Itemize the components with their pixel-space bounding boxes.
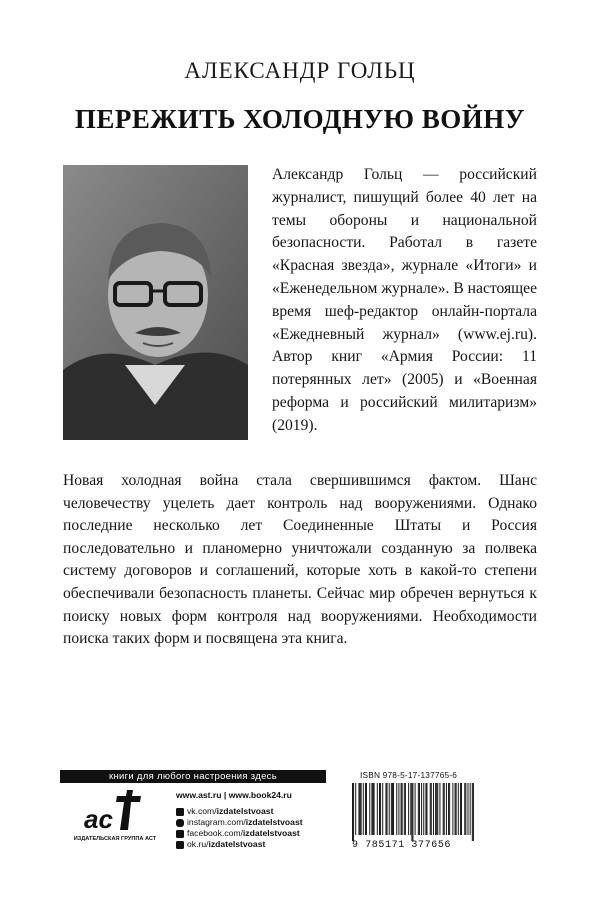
barcode-bar — [365, 783, 366, 835]
barcode-bar — [408, 783, 409, 835]
barcode — [352, 783, 474, 841]
author-bio: Александр Гольц — российский журналист, пишущий более 40 лет на темы обороны и национальной безопасности. Работал в газете «Красная звезда», журнале «Итоги» и «Еженедельном журнале». В настоящее время шеф-редактор онлайн-портала «Ежедневный журнал» (www.ej.ru). Автор книг «Армия России: 11 потерянных лет» (2005) и «Военная реформа и российский милитаризм» (2019). — [272, 166, 537, 434]
publisher-slogan: книги для любого настроения здесь — [60, 770, 326, 783]
social-link-vk[interactable]: vk.com/ izdatelstvoast — [176, 806, 303, 817]
barcode-bar — [392, 783, 393, 835]
barcode-bar — [449, 783, 450, 835]
barcode-bar — [404, 783, 405, 835]
barcode-bar — [425, 783, 426, 835]
publisher-logo — [60, 790, 170, 850]
barcode-bar — [385, 783, 386, 835]
barcode-bar — [412, 783, 413, 841]
barcode-bar — [363, 783, 364, 835]
facebook-icon — [176, 830, 184, 838]
barcode-bar — [458, 783, 459, 835]
odnoklassniki-icon — [176, 841, 184, 849]
author-name: АЛЕКСАНДР ГОЛЬЦ — [184, 58, 416, 83]
barcode-bar — [435, 783, 436, 835]
barcode-bar — [393, 783, 394, 835]
barcode-bar — [464, 783, 465, 835]
social-links — [176, 806, 303, 850]
barcode-bar — [427, 783, 428, 835]
vk-icon — [176, 808, 184, 816]
barcode-bar — [373, 783, 374, 835]
barcode-bar — [430, 783, 431, 835]
barcode-bar — [391, 783, 392, 835]
barcode-bar — [410, 783, 411, 835]
barcode-bar — [448, 783, 449, 835]
barcode-bar — [374, 783, 375, 835]
barcode-bar — [398, 783, 399, 835]
social-link-facebook[interactable]: facebook.com/ izdatelstvoast — [176, 828, 303, 839]
barcode-bar — [421, 783, 422, 835]
author-photo — [63, 165, 248, 440]
barcode-bar — [405, 783, 406, 835]
logo-lettering: ас — [84, 804, 113, 834]
barcode-bar — [452, 783, 453, 835]
barcode-bar — [444, 783, 445, 835]
barcode-bar — [360, 783, 361, 835]
barcode-bar — [473, 783, 474, 841]
barcode-bar — [352, 783, 353, 841]
barcode-bar — [402, 783, 403, 835]
barcode-bar — [371, 783, 372, 835]
book-description: Новая холодная война стала свершившимся фактом. Шанс человечеству уцелеть дает контроль над вооружениями. Однако последние несколько лет Соединенные Штаты и Россия последовательно и планомерно уничтожали созданную за полвека систему договоров и соглашений, которые хоть в какой-то степени обеспечивали безопасность планеты. Сейчас мир обречен вернуться к поиску новых форм контроля над вооружениями. Необходимости поиска таких форм и посвящена эта книга. — [63, 472, 537, 648]
barcode-bar — [401, 783, 402, 835]
barcode-bar — [470, 783, 471, 835]
barcode-bar — [439, 783, 440, 835]
barcode-bar — [415, 783, 416, 835]
barcode-bar — [419, 783, 420, 835]
barcode-bar — [369, 783, 370, 835]
barcode-bar — [456, 783, 457, 835]
barcode-bar — [423, 783, 424, 835]
barcode-bar — [396, 783, 397, 835]
barcode-bar — [460, 783, 461, 835]
barcode-bar — [353, 783, 354, 841]
barcode-bar — [433, 783, 434, 835]
barcode-bar — [443, 783, 444, 835]
social-link-ok[interactable]: ok.ru/ izdatelstvoast — [176, 839, 303, 850]
barcode-bar — [361, 783, 362, 835]
barcode-bar — [366, 783, 367, 835]
barcode-digits: 9 785171 377656 — [352, 840, 452, 851]
barcode-bar — [379, 783, 380, 835]
barcode-bar — [389, 783, 390, 835]
barcode-bar — [418, 783, 419, 835]
barcode-bar — [358, 783, 359, 835]
barcode-bar — [436, 783, 437, 835]
barcode-bar — [468, 783, 469, 835]
barcode-bar — [382, 783, 383, 835]
barcode-bar — [437, 783, 438, 835]
isbn-label: ISBN 978-5-17-137765-6 — [360, 770, 458, 780]
book-title: ПЕРЕЖИТЬ ХОЛОДНУЮ ВОЙНУ — [74, 104, 526, 134]
barcode-bar — [446, 783, 447, 835]
barcode-bar — [355, 783, 356, 835]
barcode-bar — [377, 783, 378, 835]
barcode-bar — [387, 783, 388, 835]
social-link-instagram[interactable]: instagram.com/ izdatelstvoast — [176, 817, 303, 828]
barcode-bar — [455, 783, 456, 835]
instagram-icon — [176, 819, 184, 827]
publisher-websites[interactable]: www.ast.ru | www.book24.ru — [176, 790, 292, 800]
barcode-bar — [465, 783, 466, 835]
publisher-imprint: ИЗДАТЕЛЬСКАЯ ГРУППА АСТ — [73, 836, 157, 842]
barcode-bar — [380, 783, 381, 835]
barcode-bar — [431, 783, 432, 835]
barcode-bar — [472, 783, 473, 841]
barcode-bar — [461, 783, 462, 835]
barcode-bar — [411, 783, 412, 841]
